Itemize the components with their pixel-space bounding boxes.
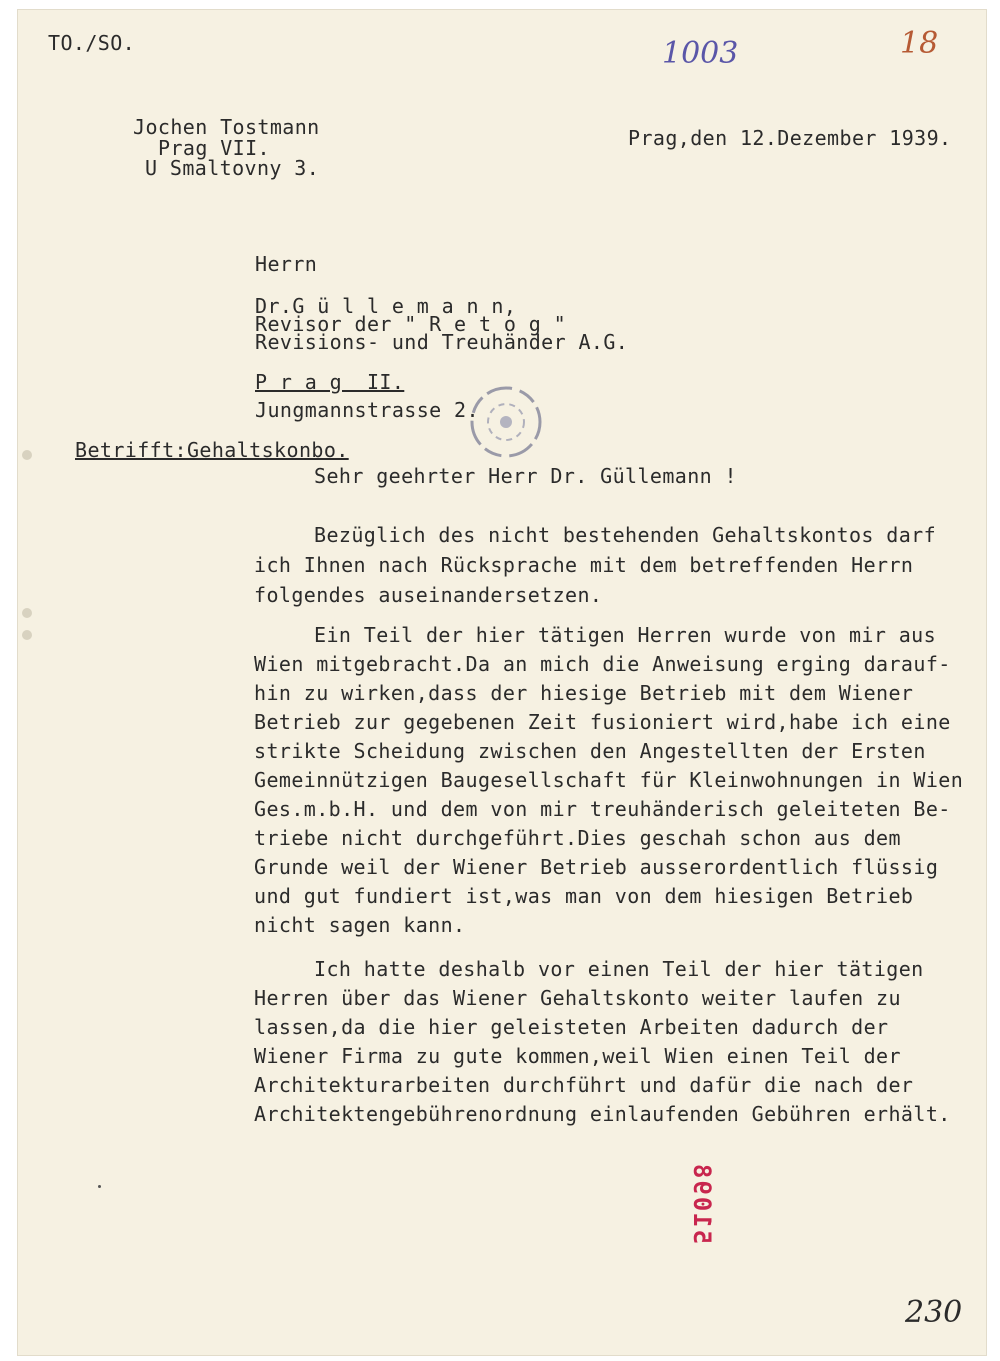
punch-hole xyxy=(22,630,32,640)
recipient-title: Revisor der " R e t o g " xyxy=(255,312,567,336)
body-line: Wien mitgebracht.Da an mich die Anweisung erging darauf- xyxy=(254,652,951,676)
body-line: lassen,da die hier geleisteten Arbeiten dadurch der xyxy=(254,1015,889,1039)
body-line: Ges.m.b.H. und dem von mir treuhänderisch geleiteten Be- xyxy=(254,797,951,821)
reference-code: TO./SO. xyxy=(48,31,136,55)
recipient-company: Revisions- und Treuhänder A.G. xyxy=(255,330,629,354)
date-line: Prag,den 12.Dezember 1939. xyxy=(628,126,952,150)
body-line: Grunde weil der Wiener Betrieb ausserordentlich flüssig xyxy=(254,855,939,879)
punch-hole xyxy=(22,608,32,618)
subject-line: Betrifft:Gehaltskonbo. xyxy=(75,438,349,462)
ink-speck xyxy=(98,1185,101,1188)
sender-name: Jochen Tostmann xyxy=(133,115,320,139)
body-line: triebe nicht durchgeführt.Dies geschah schon aus dem xyxy=(254,826,901,850)
body-line: und gut fundiert ist,was man von dem hiesigen Betrieb xyxy=(254,884,914,908)
stamp-number-text: 51098 xyxy=(688,1161,716,1245)
body-line: Architekturarbeiten durchführt und dafür die nach der xyxy=(254,1073,914,1097)
body-line: Ich hatte deshalb vor einen Teil der hier tätigen xyxy=(314,957,924,981)
greeting: Sehr geehrter Herr Dr. Güllemann ! xyxy=(314,464,737,488)
sender-city: Prag VII. xyxy=(158,136,270,160)
recipient-street: Jungmannstrasse 2. xyxy=(255,398,479,422)
body-line: hin zu wirken,dass der hiesige Betrieb mit dem Wiener xyxy=(254,681,914,705)
body-line: Wiener Firma zu gute kommen,weil Wien einen Teil der xyxy=(254,1044,901,1068)
sender-street: U Smaltovny 3. xyxy=(145,156,320,180)
red-stamp-number xyxy=(690,1148,716,1258)
recipient-name: Dr.G ü l l e m a n n, xyxy=(255,294,517,318)
round-stamp-icon xyxy=(458,382,558,462)
body-line: Ein Teil der hier tätigen Herren wurde von mir aus xyxy=(314,623,937,647)
punch-hole xyxy=(22,450,32,460)
handwritten-page-bottom: 230 xyxy=(905,1295,963,1330)
body-line: Bezüglich des nicht bestehenden Gehaltskontos darf xyxy=(314,523,937,547)
handwritten-number: 1003 xyxy=(662,36,739,71)
recipient-salutation: Herrn xyxy=(255,252,318,276)
body-line: folgendes auseinandersetzen. xyxy=(254,583,603,607)
body-line: Betrieb zur gegebenen Zeit fusioniert wird,habe ich eine xyxy=(254,710,951,734)
body-line: nicht sagen kann. xyxy=(254,913,466,937)
body-line: Herren über das Wiener Gehaltskonto weiter laufen zu xyxy=(254,986,901,1010)
body-line: Gemeinnützigen Baugesellschaft für Kleinwohnungen in Wien xyxy=(254,768,964,792)
recipient-city: P r a g II. xyxy=(255,370,405,394)
body-line: strikte Scheidung zwischen den Angestellten der Ersten xyxy=(254,739,926,763)
handwritten-page-top: 18 xyxy=(900,26,939,61)
body-line: Architektengebührenordnung einlaufenden Gebühren erhält. xyxy=(254,1102,951,1126)
body-line: ich Ihnen nach Rücksprache mit dem betreffenden Herrn xyxy=(254,553,914,577)
